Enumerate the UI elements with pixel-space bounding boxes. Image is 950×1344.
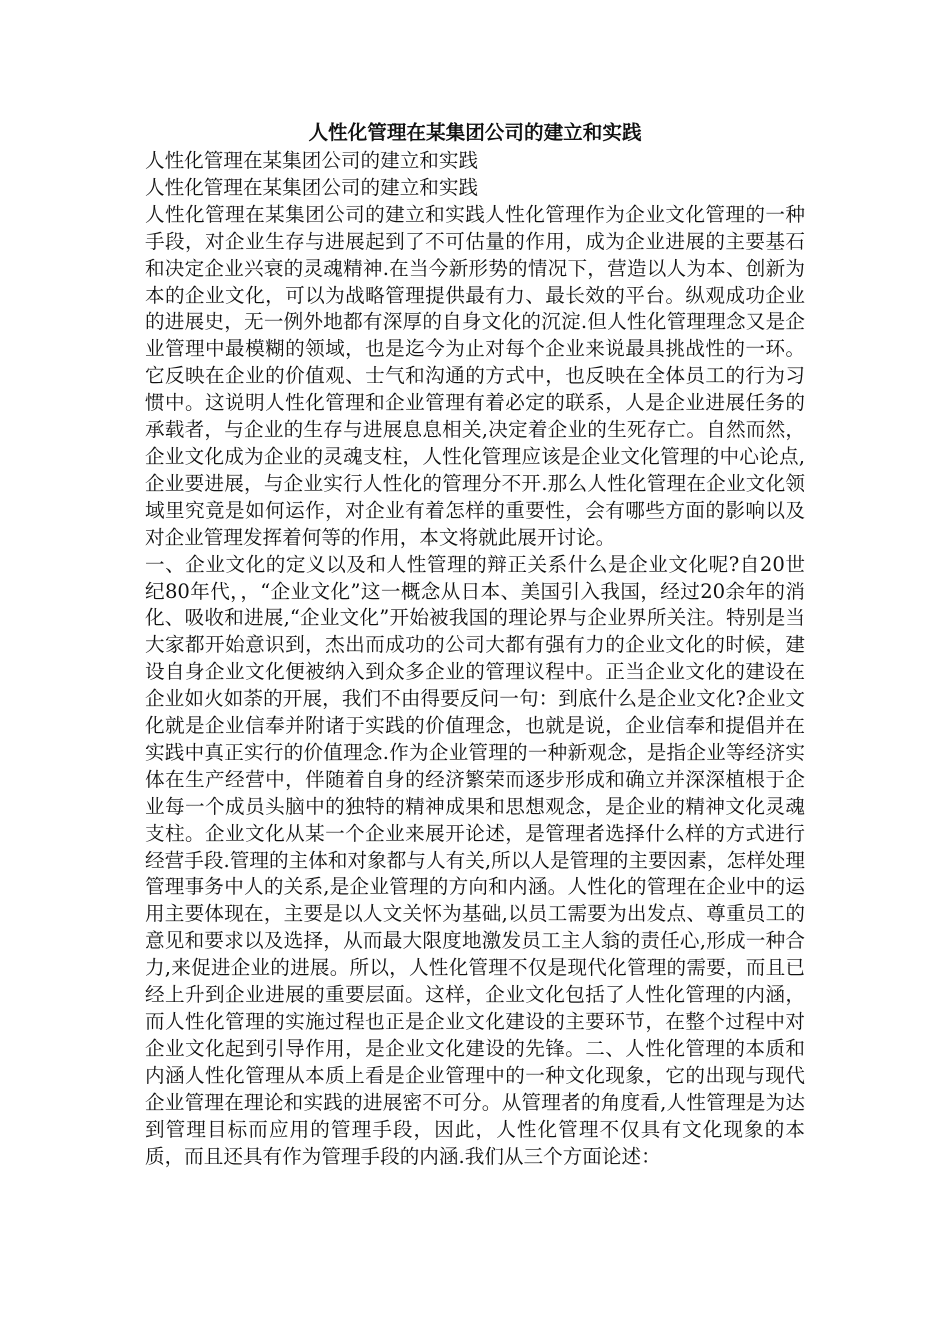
repeated-heading-2: 人性化管理在某集团公司的建立和实践 — [145, 175, 479, 199]
document-title: 人性化管理在某集团公司的建立和实践 — [308, 121, 642, 144]
repeated-heading-1: 人性化管理在某集团公司的建立和实践 — [145, 149, 479, 172]
intro-paragraph: 人性化管理在某集团公司的建立和实践人性化管理作为企业文化管理的一种手段，对企业生存与进展起到了不可估量的作用，成为企业进展的主要基石和决定企业兴衰的灵魂精神.在当今新形势的情况下，营造以人为本、创新为本的企业文化，可以为战略管理提供最有力、最长效的平台。纵观成功企业的进展史，无一例外地都有深厚的自身文化的沉淀.但人性化管理理念又是企业管理中最模糊的领域，也是迄今为止对每个企业来说最具挑战性的一环。它反映在企业的价值观、士气和沟通的方式中，也反映在全体员工的行为习惯中。这说明人性化管理和企业管理有着必定的联系，人是企业进展任务的承载者，与企业的生存与进展息息相关,决定着企业的生死存亡。自然而然，企业文化成为企业的灵魂支柱，人性化管理应该是企业文化管理的中心论点,企业要进展，与企业实行人性化的管理分不开.那么人性化管理在企业文化领域里究竟是如何运作，对企业有着怎样的重要性，会有哪些方面的影响以及对企业管理发挥着何等的作用，本文将就此展开讨论。 — [145, 202, 805, 549]
document-body — [145, 118, 805, 1170]
section-paragraph: 一、企业文化的定义以及和人性管理的辩正关系什么是企业文化呢?自20世纪80年代，，“企业文化”这一概念从日本、美国引入我国，经过20余年的消化、吸收和进展,“企业文化”开始被我国的理论界与企业界所关注。特别是当大家都开始意识到，杰出而成功的公司大都有强有力的企业文化的时候，建设自身企业文化便被纳入到众多企业的管理议程中。正当企业文化的建设在企业如火如荼的开展，我们不由得要反问一句：到底什么是企业文化?企业文化就是企业信奉并附诸于实践的价值理念，也就是说，企业信奉和提倡并在实践中真正实行的价值理念.作为企业管理的一种新观念，是指企业等经济实体在生产经营中，伴随着自身的经济繁荣而逐步形成和确立并深深植根于企业每一个成员头脑中的独特的精神成果和思想观念，是企业的精神文化灵魂支柱。企业文化从某一个企业来展开论述，是管理者选择什么样的方式进行经营手段.管理的主体和对象都与人有关,所以人是管理的主要因素，怎样处理管理事务中人的关系,是企业管理的方向和内涵。人性化的管理在企业中的运用主要体现在，主要是以人文关怀为基础,以员工需要为出发点、尊重员工的意见和要求以及选择，从而最大限度地激发员工主人翁的责任心,形成一种合力,来促进企业的进展。所以，人性化管理不仅是现代化管理的需要，而且已经上升到企业进展的重要层面。这样，企业文化包括了人性化管理的内涵，而人性化管理的实施过程也正是企业文化建设的主要环节，在整个过程中对企业文化起到引导作用，是企业文化建设的先锋。二、人性化管理的本质和内涵人性化管理从本质上看是企业管理中的一种文化现象，它的出现与现代企业管理在理论和实践的进展密不可分。从管理者的角度看,人性管理是为达到管理目标而应用的管理手段，因此，人性化管理不仅具有文化现象的本质，而且还具有作为管理手段的内涵.我们从三个方面论述： — [145, 552, 805, 1168]
